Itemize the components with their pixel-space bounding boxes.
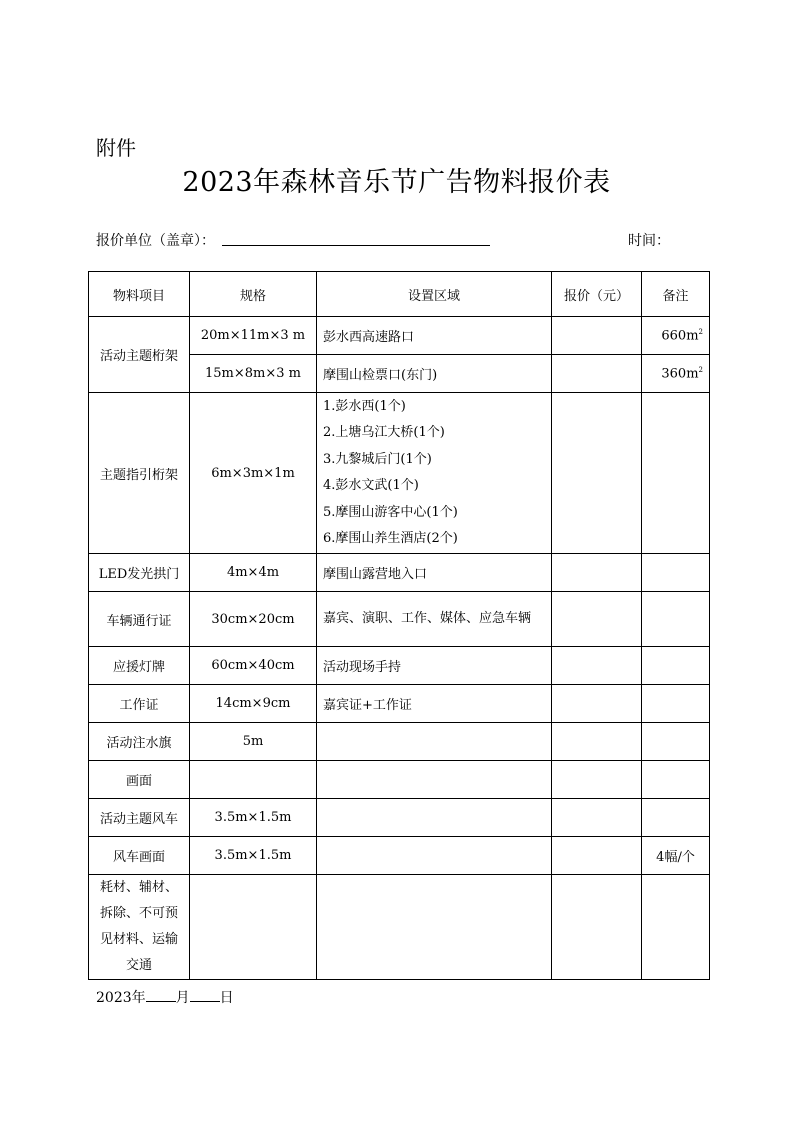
list-item: 5.摩围山游客中心(1个) [323, 504, 458, 520]
truss-item-cell: 活动主题桁架 [89, 317, 190, 393]
table-row [89, 592, 710, 647]
spec-cell [190, 761, 317, 799]
price-cell [552, 647, 642, 685]
header-item: 物料项目 [89, 272, 190, 317]
date-month: 月 [175, 990, 190, 1006]
note-cell [642, 554, 710, 592]
date-day: 日 [219, 990, 234, 1006]
list-item: 4.彭水文武(1个) [323, 478, 419, 493]
spec-cell: 14cm×9cm [190, 685, 317, 723]
item-cell: 画面 [89, 761, 190, 799]
note-cell [642, 799, 710, 837]
price-cell [552, 875, 642, 980]
item-cell: 主题指引桁架 [89, 393, 190, 554]
attachment-label: 附件 [96, 136, 136, 160]
note-value: 660m [661, 328, 699, 344]
note-cell [642, 685, 710, 723]
spec-cell: 3.5m×1.5m [190, 837, 317, 875]
price-cell [552, 761, 642, 799]
list-item: 3.九黎城后门(1个) [323, 451, 432, 467]
item-cell: LED发光拱门 [89, 554, 190, 592]
area-cell: 嘉宾、演职、工作、媒体、应急车辆 [317, 592, 552, 647]
header-area: 设置区域 [317, 272, 552, 317]
spec-cell: 5m [190, 723, 317, 761]
table-row [89, 875, 710, 980]
list-item: 6.摩围山养生酒店(2个) [323, 531, 458, 546]
note-value: 360m [661, 366, 699, 382]
area-cell: 彭水西高速路口 [317, 317, 552, 355]
area-cell [317, 799, 552, 837]
spec-cell: 15m×8m×3 m [190, 355, 317, 393]
price-cell [552, 592, 642, 647]
spec-cell: 6m×3m×1m [190, 393, 317, 554]
quote-unit-label: 报价单位（盖章）： [96, 233, 215, 249]
table-row [89, 647, 710, 685]
spec-cell: 20m×11m×3 m [190, 317, 317, 355]
table-row [89, 554, 710, 592]
note-cell [642, 875, 710, 980]
date-year: 2023年 [96, 990, 146, 1006]
quote-unit-blank [222, 245, 490, 246]
price-cell [552, 393, 642, 554]
guide-location-list [317, 393, 552, 554]
spec-cell: 4m×4m [190, 554, 317, 592]
note-cell [642, 393, 710, 554]
area-cell [317, 875, 552, 980]
price-cell [552, 837, 642, 875]
table-row [89, 723, 710, 761]
table-row [89, 761, 710, 799]
area-cell: 摩围山露营地入口 [317, 554, 552, 592]
spec-cell [190, 875, 317, 980]
table-row [89, 393, 710, 554]
header-price: 报价（元） [552, 272, 642, 317]
note-cell [642, 592, 710, 647]
header-spec: 规格 [190, 272, 317, 317]
list-item: 2.上塘乌江大桥(1个) [323, 425, 445, 440]
signature-date [96, 987, 234, 1007]
area-cell [317, 761, 552, 799]
note-sup: 2 [698, 327, 703, 336]
item-cell: 车辆通行证 [89, 592, 190, 647]
price-cell [552, 554, 642, 592]
price-cell [552, 799, 642, 837]
quote-table [88, 271, 710, 980]
price-cell [552, 355, 642, 393]
item-cell: 工作证 [89, 685, 190, 723]
note-cell [642, 355, 710, 393]
list-item: 1.彭水西(1个) [323, 398, 406, 414]
table-row [89, 317, 710, 355]
day-blank [190, 989, 220, 1002]
area-cell [317, 837, 552, 875]
header-note: 备注 [642, 272, 710, 317]
note-sup: 2 [698, 365, 703, 374]
area-cell [317, 723, 552, 761]
spec-cell: 30cm×20cm [190, 592, 317, 647]
table-row [89, 685, 710, 723]
note-cell [642, 761, 710, 799]
price-cell [552, 723, 642, 761]
item-cell: 风车画面 [89, 837, 190, 875]
note-cell [642, 723, 710, 761]
note-cell [642, 317, 710, 355]
item-cell: 活动注水旗 [89, 723, 190, 761]
item-cell: 耗材、辅材、拆除、不可预见材料、运输交通 [89, 875, 190, 980]
table-row [89, 799, 710, 837]
spec-cell: 3.5m×1.5m [190, 799, 317, 837]
time-label: 时间： [628, 233, 670, 249]
area-cell: 活动现场手持 [317, 647, 552, 685]
spec-cell: 60cm×40cm [190, 647, 317, 685]
note-cell: 4幅/个 [642, 837, 710, 875]
table-header-row [89, 272, 710, 317]
area-cell: 摩围山检票口(东门) [317, 355, 552, 393]
page-title: 2023年森林音乐节广告物料报价表 [182, 167, 611, 198]
month-blank [146, 989, 176, 1002]
item-cell: 活动主题风车 [89, 799, 190, 837]
note-cell [642, 647, 710, 685]
area-cell: 嘉宾证+工作证 [317, 685, 552, 723]
price-cell [552, 317, 642, 355]
price-cell [552, 685, 642, 723]
item-cell: 应援灯牌 [89, 647, 190, 685]
table-row [89, 837, 710, 875]
